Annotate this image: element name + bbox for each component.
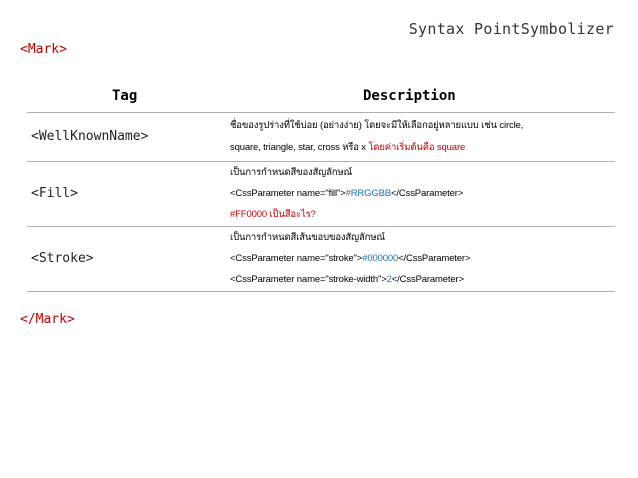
syntax-table — [27, 86, 615, 292]
mark-open-tag: <Mark> — [20, 42, 67, 57]
code-value: #000000 — [362, 253, 399, 264]
desc-text: square, triangle, star, cross หรือ x — [230, 142, 369, 153]
table-row — [27, 161, 615, 226]
desc-default-note: โดยค่าเริ่มต้นคือ square — [368, 142, 466, 153]
desc-line — [230, 269, 615, 290]
code-close: </CssParameter> — [391, 188, 464, 199]
desc-line — [230, 137, 615, 159]
desc-line — [230, 183, 615, 204]
row-tag-stroke: <Stroke> — [31, 251, 94, 266]
slide-title: Syntax PointSymbolizer — [408, 20, 614, 38]
table-row — [27, 112, 615, 161]
desc-question: #FF0000 เป็นสีอะไร? — [230, 209, 316, 220]
table-row — [27, 226, 615, 292]
table-header — [27, 86, 615, 112]
mark-close-tag: </Mark> — [20, 312, 75, 327]
row-tag-fill: <Fill> — [31, 186, 78, 201]
row-description — [230, 227, 615, 290]
code-open: <CssParameter name="stroke"> — [230, 253, 363, 264]
desc-line: เป็นการกำหนดสีของสัญลักษณ์ — [230, 167, 353, 178]
desc-line: ชื่อของรูปร่างที่ใช้บ่อย (อย่างง่าย) โดยจะมีให้เลือกอยู่หลายแบบ เช่น circle, — [230, 120, 524, 131]
code-value: 2 — [386, 274, 392, 285]
desc-line: เป็นการกำหนดสีเส้นขอบของสัญลักษณ์ — [230, 232, 386, 243]
code-open: <CssParameter name="stroke-width"> — [230, 274, 387, 285]
code-close: </CssParameter> — [398, 253, 471, 264]
desc-line — [230, 248, 615, 269]
code-open: <CssParameter name="fill"> — [230, 188, 346, 199]
row-description — [230, 162, 615, 225]
row-description — [230, 115, 615, 159]
header-description: Description — [363, 88, 456, 104]
code-value: #RRGGBB — [345, 188, 391, 199]
header-tag: Tag — [112, 88, 138, 104]
code-close: </CssParameter> — [391, 274, 464, 285]
row-tag-wellknownname: <WellKnownName> — [31, 129, 149, 144]
